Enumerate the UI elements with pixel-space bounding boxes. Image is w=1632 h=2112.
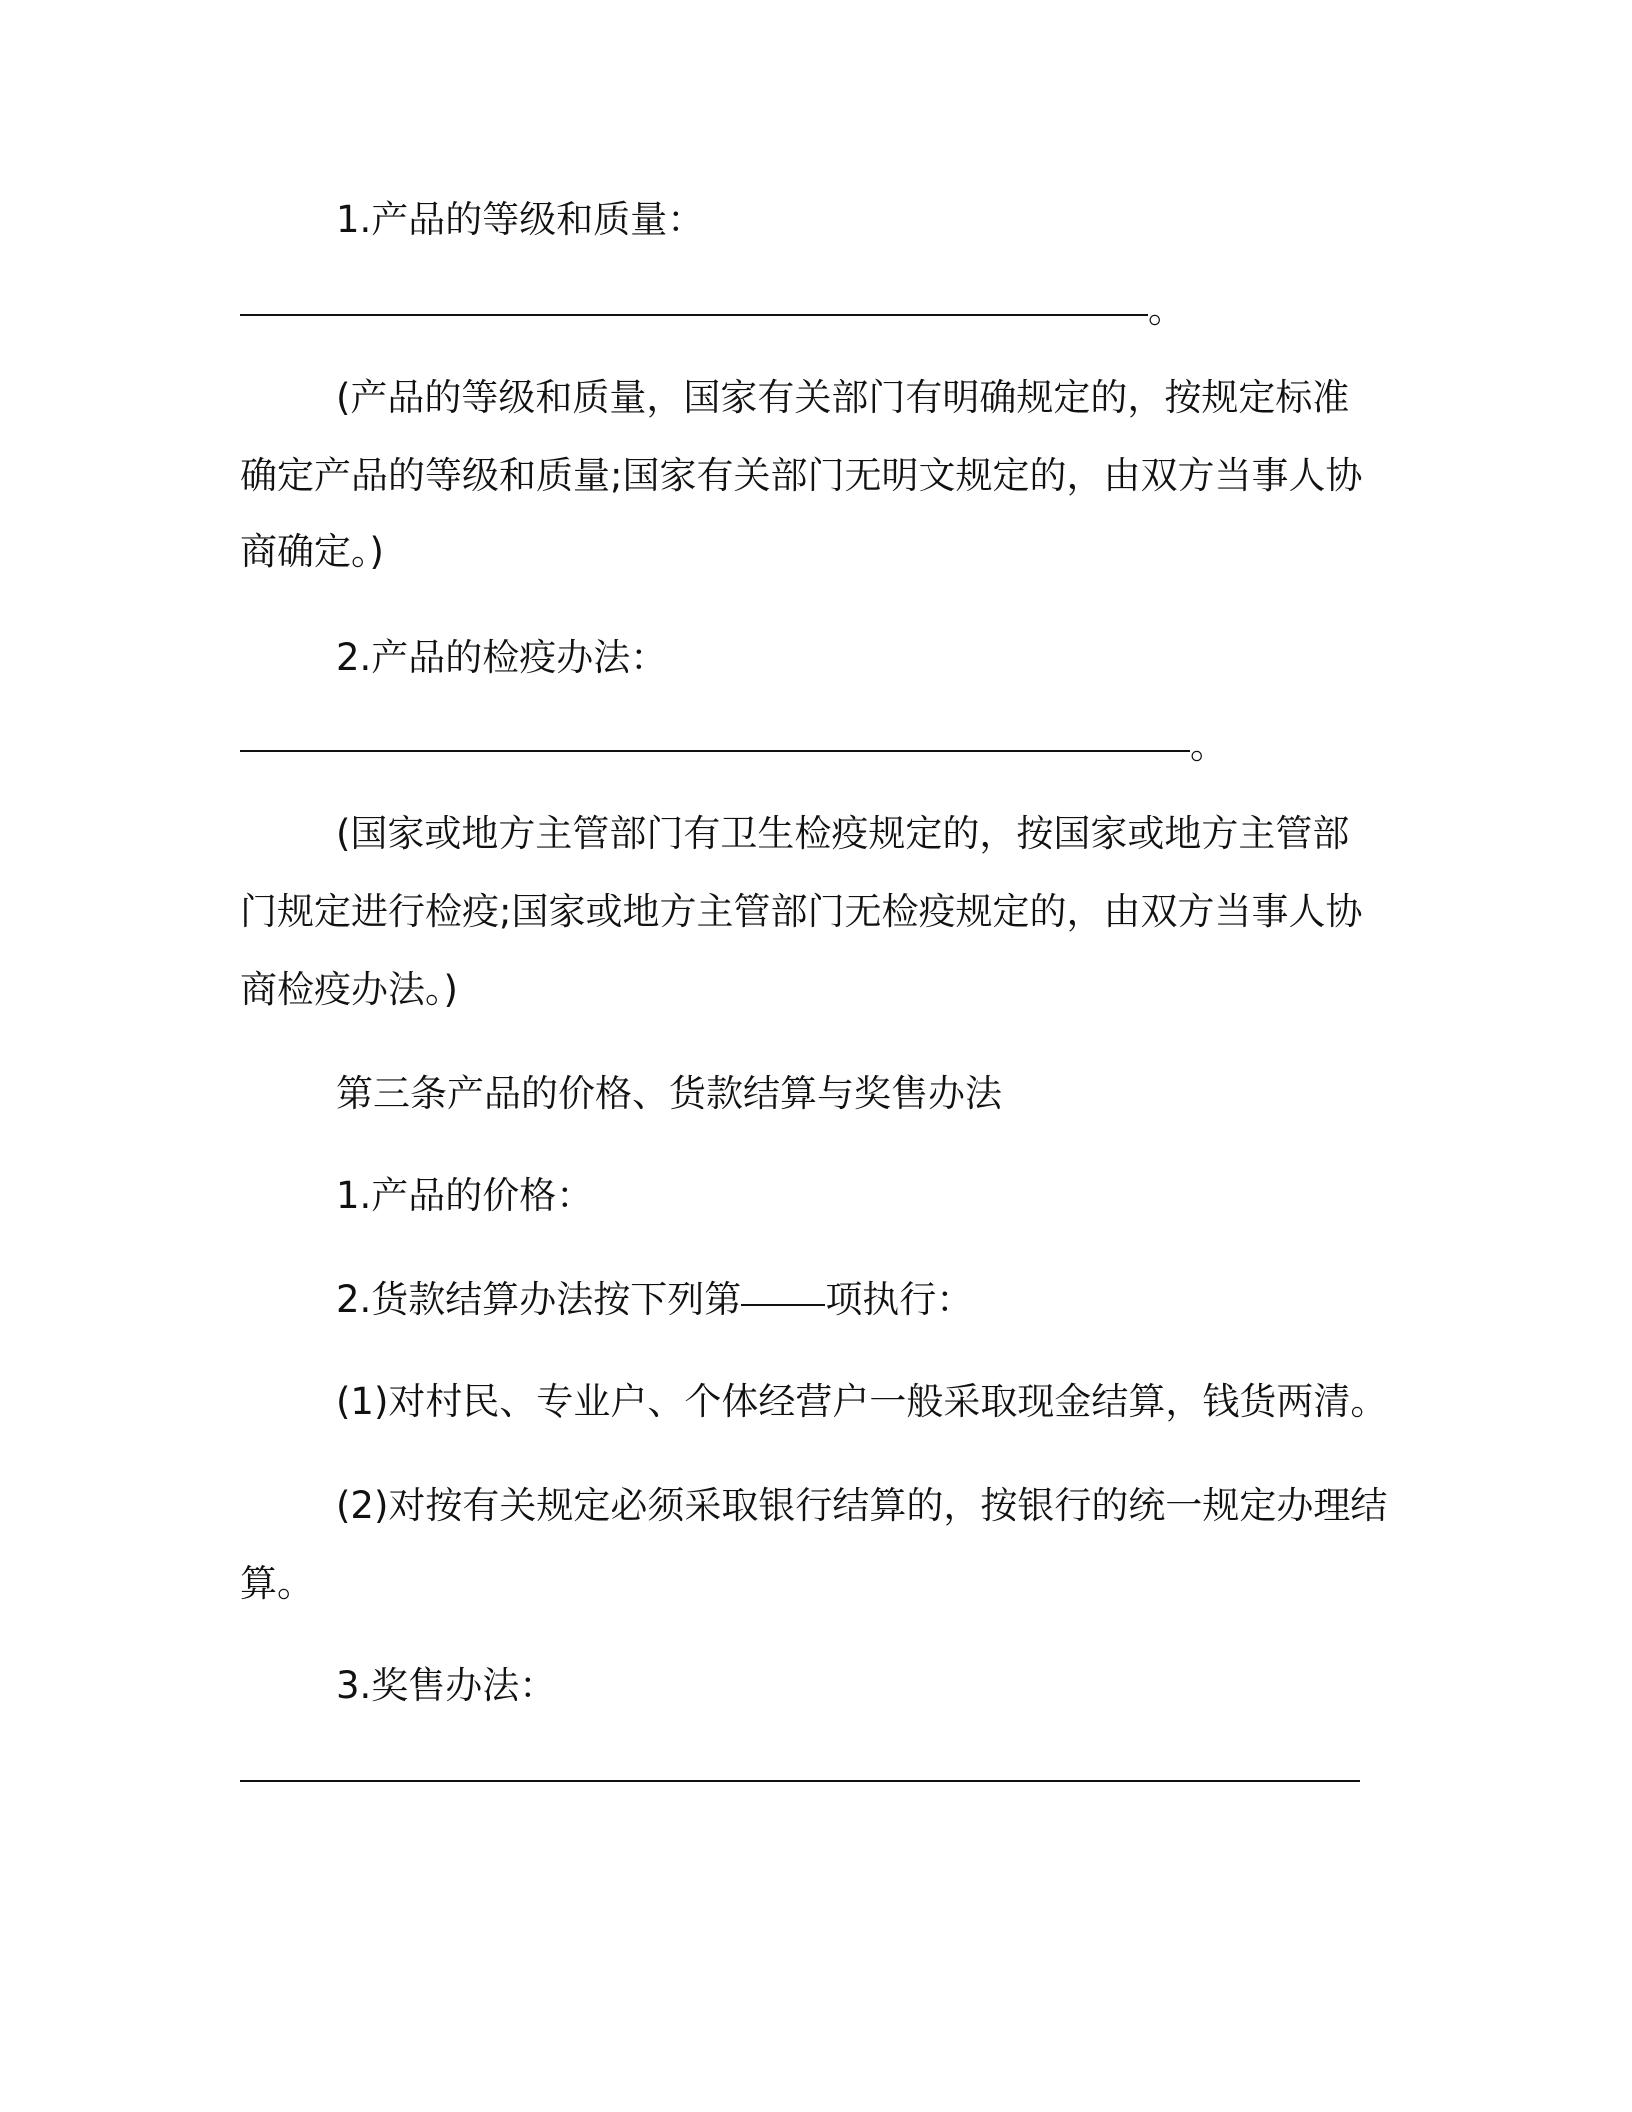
item1-heading-text: 1.产品的等级和质量：: [336, 198, 705, 241]
item1-blank-period: 。: [1148, 288, 1185, 331]
settlement-suffix: 项执行：: [825, 1278, 974, 1321]
price-heading: [336, 1172, 1496, 1220]
item2-note-text-3: 商检疫办法。): [240, 968, 458, 1011]
reward-fill-blank[interactable]: [240, 1780, 1360, 1782]
item1-fill-blank[interactable]: [240, 314, 1148, 316]
article3-title-text: 第三条产品的价格、货款结算与奖售办法: [336, 1072, 1002, 1115]
item2-note-line-1: [336, 810, 1496, 858]
item2-note-text-1: (国家或地方主管部门有卫生检疫规定的，按国家或地方主管部: [336, 812, 1350, 855]
option1-text: (1)对村民、专业户、个体经营户一般采取现金结算，钱货两清。: [336, 1380, 1388, 1423]
item2-note-text-2: 门规定进行检疫;国家或地方主管部门无检疫规定的，由双方当事人协: [240, 890, 1363, 933]
item1-note-line-2: [240, 452, 1400, 500]
article3-title: [336, 1070, 1496, 1118]
reward-heading-text: 3.奖售办法：: [336, 1664, 557, 1707]
item2-blank-line: [240, 722, 1400, 770]
item2-heading-text: 2.产品的检疫办法：: [336, 636, 668, 679]
reward-heading: [336, 1662, 1496, 1710]
item1-blank-line: [240, 286, 1400, 334]
item2-blank-period: 。: [1190, 724, 1227, 767]
item1-heading: [336, 196, 1496, 244]
settlement-line: [336, 1276, 1496, 1324]
option2-text-1: (2)对按有关规定必须采取银行结算的，按银行的统一规定办理结: [336, 1484, 1388, 1527]
settlement-option-blank[interactable]: [741, 1304, 825, 1306]
item1-note-text-3: 商确定。): [240, 530, 384, 573]
price-heading-text: 1.产品的价格：: [336, 1174, 594, 1217]
settlement-prefix: 2.货款结算办法按下列第: [336, 1278, 742, 1321]
item1-note-line-3: [240, 528, 1400, 576]
item2-note-line-3: [240, 966, 1400, 1014]
item1-note-line-1: [336, 374, 1496, 422]
item1-note-text-2: 确定产品的等级和质量;国家有关部门无明文规定的，由双方当事人协: [240, 454, 1363, 497]
item2-note-line-2: [240, 888, 1400, 936]
reward-blank-line: [240, 1752, 1400, 1800]
item1-note-text-1: (产品的等级和质量，国家有关部门有明确规定的，按规定标准: [336, 376, 1350, 419]
option2-line-1: [336, 1482, 1496, 1530]
option2-line-2: [240, 1560, 1400, 1608]
option1-line: [336, 1378, 1496, 1426]
item2-heading: [336, 634, 1496, 682]
option2-text-2: 算。: [240, 1562, 314, 1605]
item2-fill-blank[interactable]: [240, 750, 1190, 752]
